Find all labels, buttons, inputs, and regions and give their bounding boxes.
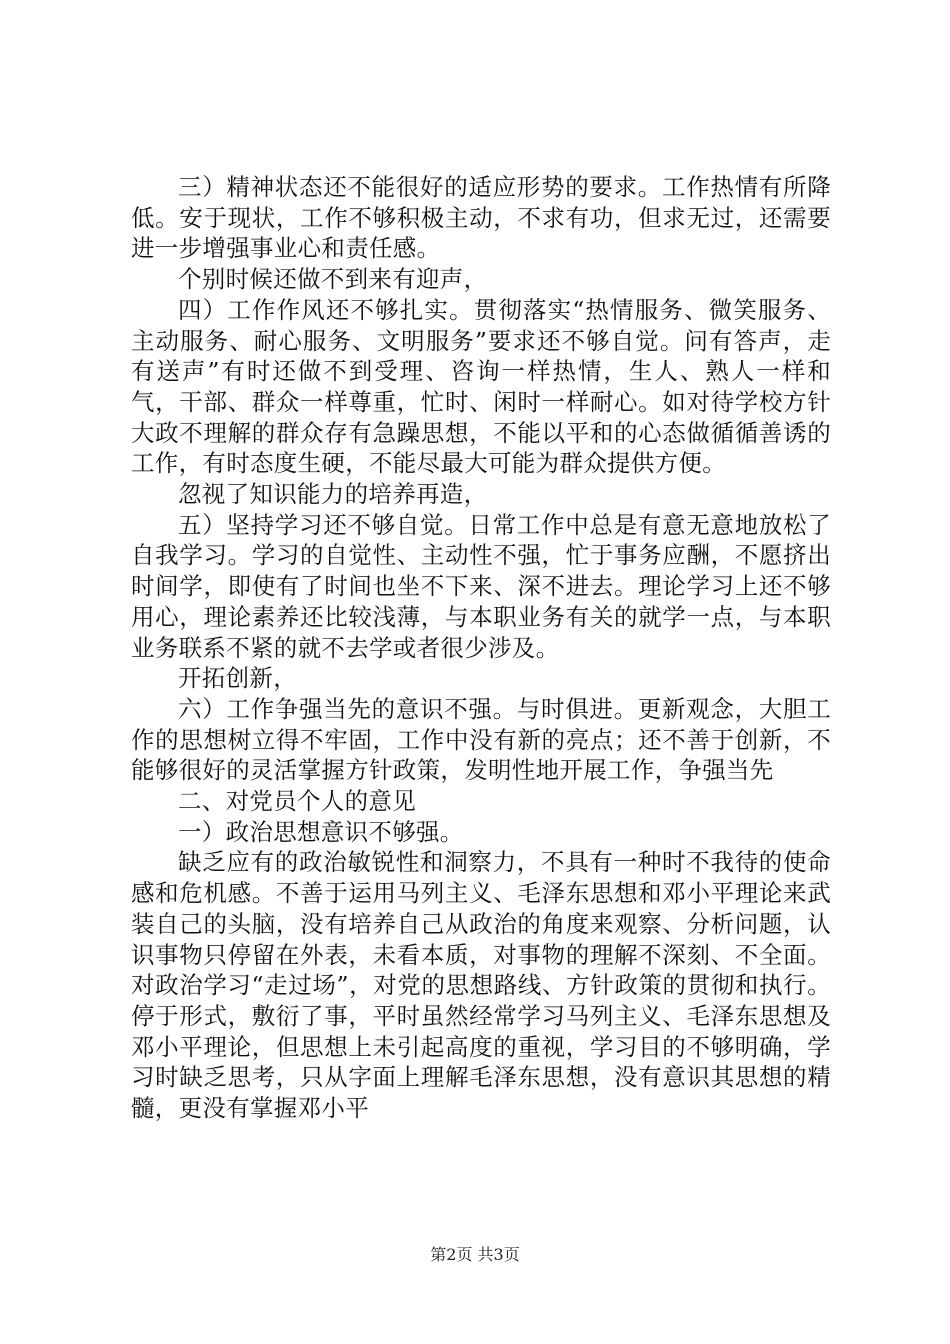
paragraph-spirit-state: 三）精神状态还不能很好的适应形势的要求。工作热情有所降低。安于现状，工作不够积极主动，不求有功，但求无过，还需要进一步增强事业心和责任感。: [131, 173, 831, 263]
paragraph-initiative: 六）工作争强当先的意识不强。与时俱进。更新观念，大胆工作的思想树立得不牢固，工作中没有新的亮点；还不善于创新，不能够很好的灵活掌握方针政策，发明性地开展工作，争强当先: [131, 694, 831, 785]
document-body: [131, 172, 831, 1124]
paragraph-fragment-3: 开拓创新，: [178, 664, 297, 693]
paragraph-political-awareness: 缺乏应有的政治敏锐性和洞察力，不具有一种时不我待的使命感和危机感。不善于运用马列主义、毛泽东思想和邓小平理论来武装自己的头脑，没有培养自己从政治的角度来观察、分析问题，认识事物只停留在外表，未看本质，对事物的理解不深刻、不全面。对政治学习“走过场”，对党的思想路线、方针政策的贯彻和执行。停于形式，敷衍了事，平时虽然经常学习马列主义、毛泽东思想及邓小平理论，但思想上未引起高度的重视，学习目的不够明确，学习时缺乏思考，只从字面上理解毛泽东思想，没有意识其思想的精髓，更没有掌握邓小平: [131, 848, 831, 1123]
paragraph-work-style: 四）工作作风还不够扎实。贯彻落实“热情服务、微笑服务、主动服务、耐心服务、文明服务”要求还不够自觉。问有答声，走有送声”有时还做不到受理、咨询一样热情，生人、熟人一样和气，干部、群众一样尊重，忙时、闲时一样耐心。如对待学校方针大政不理解的群众存有急躁思想，不能以平和的心态做循循善诱的工作，有时态度生硬，不能尽最大可能为群众提供方便。: [131, 295, 831, 478]
subheading-political: 一）政治思想意识不够强。: [178, 817, 464, 846]
paragraph-fragment-2: 忽视了知识能力的培养再造，: [178, 480, 488, 509]
section-heading-personal: 二、对党员个人的意见: [178, 787, 416, 816]
paragraph-fragment-1: 个别时候还做不到来有迎声，: [178, 265, 488, 294]
page-number: 第2页 共3页: [430, 1245, 520, 1264]
paragraph-study: 五）坚持学习还不够自觉。日常工作中总是有意无意地放松了自我学习。学习的自觉性、主动性不强，忙于事务应酬，不愿挤出时间学，即使有了时间也坐不下来、深不进去。理论学习上还不够用心，理论素养还比较浅薄，与本职业务有关的就学一点，与本职业务联系不紧的就不去学或者很少涉及。: [131, 510, 831, 662]
